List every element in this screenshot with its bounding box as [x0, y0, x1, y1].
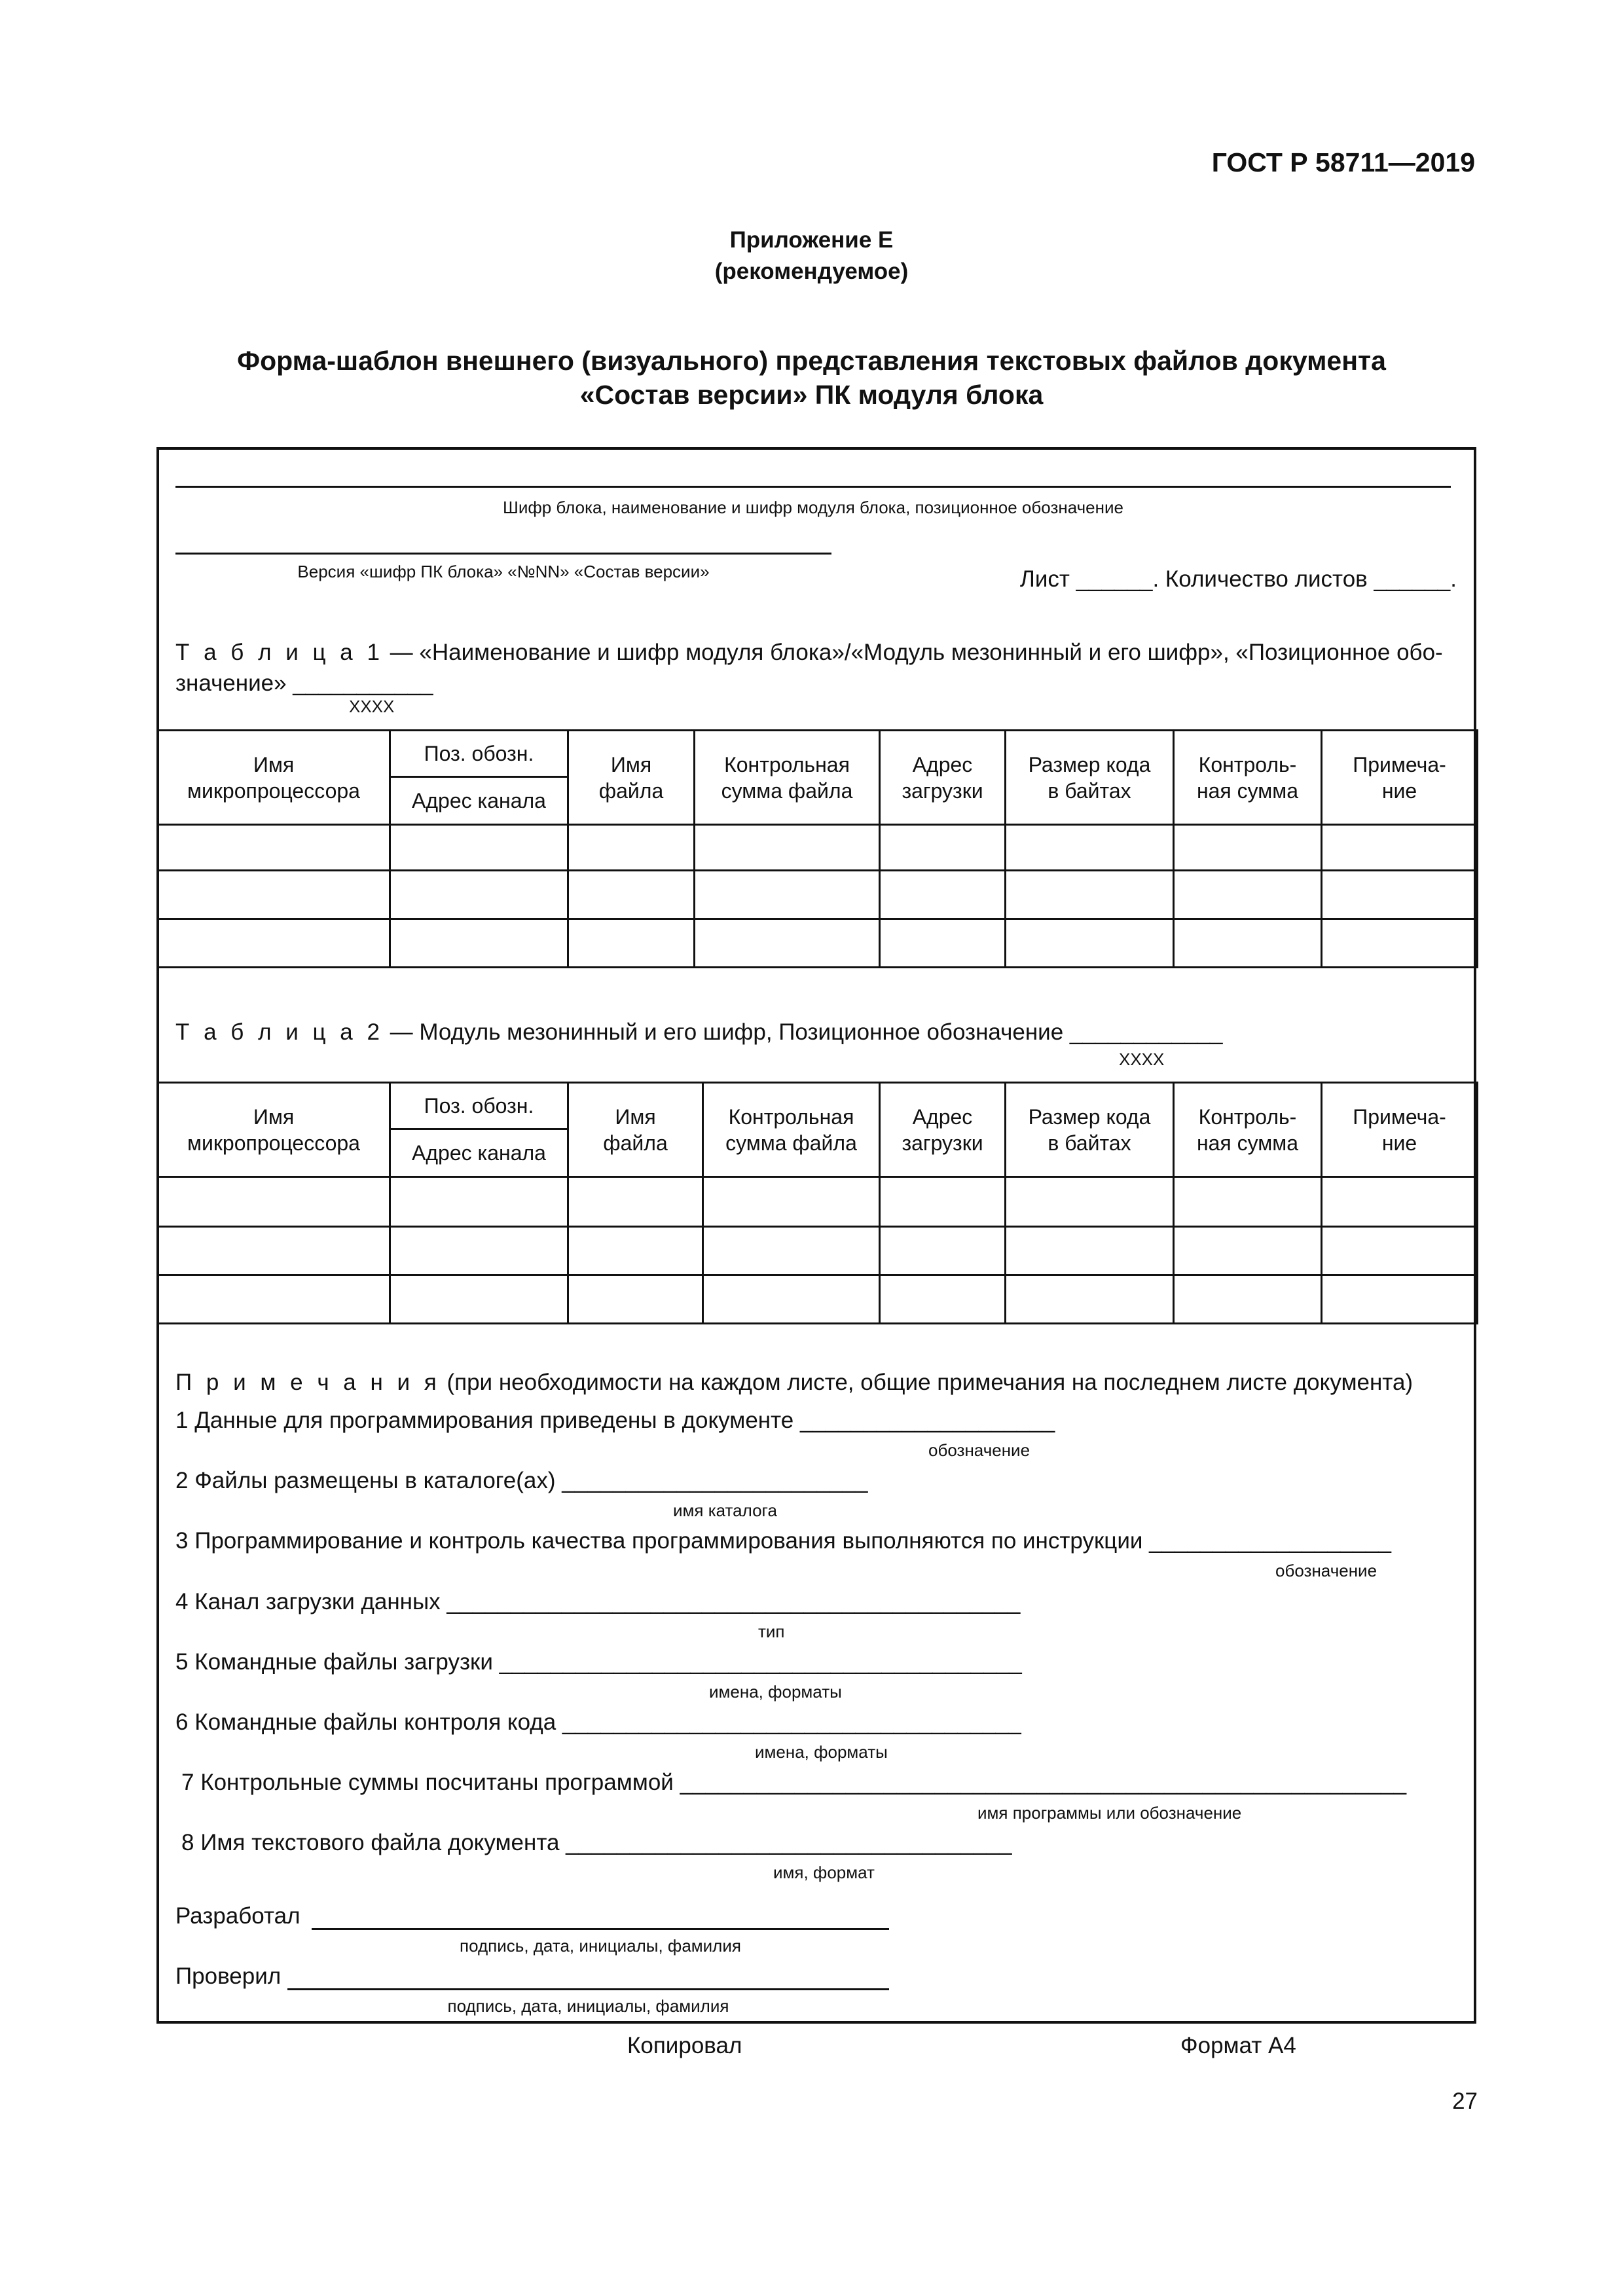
checked-caption: подпись, дата, инициалы, фамилия — [447, 1996, 729, 2016]
note-7: 7 Контрольные суммы посчитаны программой _________________________________________________________ — [181, 1770, 1407, 1795]
version-caption: Версия «шифр ПК блока» «№NN» «Состав версии» — [297, 562, 710, 581]
col-file-name: Имя файла — [568, 1083, 703, 1177]
table1-header-row — [158, 731, 1478, 825]
table1-title-a: — «Наименование и шифр модуля блока»/«Модуль мезонинный и его шифр», «Позиционное обо- — [383, 640, 1443, 665]
note-2: 2 Файлы размещены в каталоге(ах) ________________________ — [175, 1468, 868, 1493]
version-fill-line — [175, 553, 831, 555]
note-7-caption: имя программы или обозначение — [977, 1803, 1242, 1823]
note-4: 4 Канал загрузки данных _____________________________________________ — [175, 1589, 1021, 1614]
table-row — [158, 1275, 1478, 1324]
col-position-address: Поз. обозн. Адрес канала — [390, 1083, 568, 1177]
table-row — [158, 919, 1478, 968]
table1-xxxx: XXXX — [349, 697, 395, 716]
checked-label: Проверил — [175, 1963, 282, 1989]
table1-prefix: Т а б л и ц а 1 — [175, 640, 384, 665]
developed-signature-line — [312, 1928, 889, 1930]
col-processor-name: Имя микропроцессора — [158, 1083, 390, 1177]
table2-title — [175, 1019, 1222, 1046]
footer-format: Формат А4 — [1180, 2033, 1296, 2058]
note-5: 5 Командные файлы загрузки _________________________________________ — [175, 1649, 1022, 1675]
notes-heading-rest: (при необходимости на каждом листе, общие примечания на последнем листе документа) — [440, 1370, 1413, 1395]
note-4-caption: тип — [758, 1622, 785, 1641]
note-6: 6 Командные файлы контроля кода ____________________________________ — [175, 1709, 1021, 1735]
sheet-count-text: Лист ______. Количество листов ______. — [1019, 566, 1457, 592]
developed-label: Разработал — [175, 1903, 301, 1929]
col-checksum: Контроль- ная сумма — [1174, 1083, 1322, 1177]
note-8: 8 Имя текстового файла документа ___________________________________ — [181, 1830, 1012, 1855]
standard-number: ГОСТ Р 58711—2019 — [1211, 147, 1475, 177]
table-row — [158, 871, 1478, 919]
developed-caption: подпись, дата, инициалы, фамилия — [460, 1936, 741, 1956]
note-1-caption: обозначение — [928, 1440, 1030, 1460]
appendix-title: Приложение Е — [729, 227, 894, 253]
note-3: 3 Программирование и контроль качества программирования выполняются по инструкции ___________________ — [175, 1528, 1392, 1554]
note-1: 1 Данные для программирования приведены в документе ____________________ — [175, 1408, 1055, 1433]
col-file-checksum: Контрольная сумма файла — [695, 731, 880, 825]
table2-header-row — [158, 1083, 1478, 1177]
table-row — [158, 1227, 1478, 1275]
notes-prefix: П р и м е ч а н и я — [175, 1370, 441, 1395]
col-file-checksum: Контрольная сумма файла — [703, 1083, 880, 1177]
col-note: Примеча- ние — [1322, 1083, 1478, 1177]
notes-heading — [175, 1370, 1413, 1396]
note-6-caption: имена, форматы — [755, 1742, 888, 1762]
col-load-address: Адрес загрузки — [880, 1083, 1006, 1177]
cipher-fill-line — [175, 486, 1451, 488]
note-8-caption: имя, формат — [773, 1863, 875, 1882]
note-3-caption: обозначение — [1275, 1561, 1377, 1580]
table-row — [158, 1177, 1478, 1227]
checked-signature-line — [287, 1988, 889, 1990]
col-processor-name: Имя микропроцессора — [158, 731, 390, 825]
col-code-size: Размер кода в байтах — [1006, 1083, 1174, 1177]
appendix-status: (рекомендуемое) — [714, 259, 909, 284]
footer-copied: Копировал — [627, 2033, 742, 2058]
table2-title-rest: — Модуль мезонинный и его шифр, Позиционное обозначение ____________ — [383, 1019, 1223, 1045]
document-title-line-2: «Состав версии» ПК модуля блока — [579, 380, 1044, 410]
col-position-address: Поз. обозн. Адрес канала — [390, 731, 568, 825]
table2-xxxx: XXXX — [1119, 1049, 1165, 1069]
col-checksum: Контроль- ная сумма — [1174, 731, 1322, 825]
table1-title — [175, 640, 1443, 666]
document-title-line-1: Форма-шаблон внешнего (визуального) представления текстовых файлов документа — [237, 346, 1386, 376]
note-5-caption: имена, форматы — [709, 1682, 842, 1702]
col-load-address: Адрес загрузки — [880, 731, 1006, 825]
col-note: Примеча- ние — [1322, 731, 1478, 825]
cipher-caption: Шифр блока, наименование и шифр модуля блока, позиционное обозначение — [503, 498, 1123, 517]
table-row — [158, 825, 1478, 871]
col-code-size: Размер кода в байтах — [1006, 731, 1174, 825]
table1-title-line2: значение» ___________ — [175, 670, 433, 696]
col-file-name: Имя файла — [568, 731, 695, 825]
form-frame — [156, 447, 1476, 2024]
page-number: 27 — [1452, 2088, 1478, 2114]
note-2-caption: имя каталога — [673, 1501, 777, 1520]
table2 — [156, 1082, 1478, 1324]
table2-prefix: Т а б л и ц а 2 — [175, 1019, 384, 1045]
table1 — [156, 729, 1478, 968]
